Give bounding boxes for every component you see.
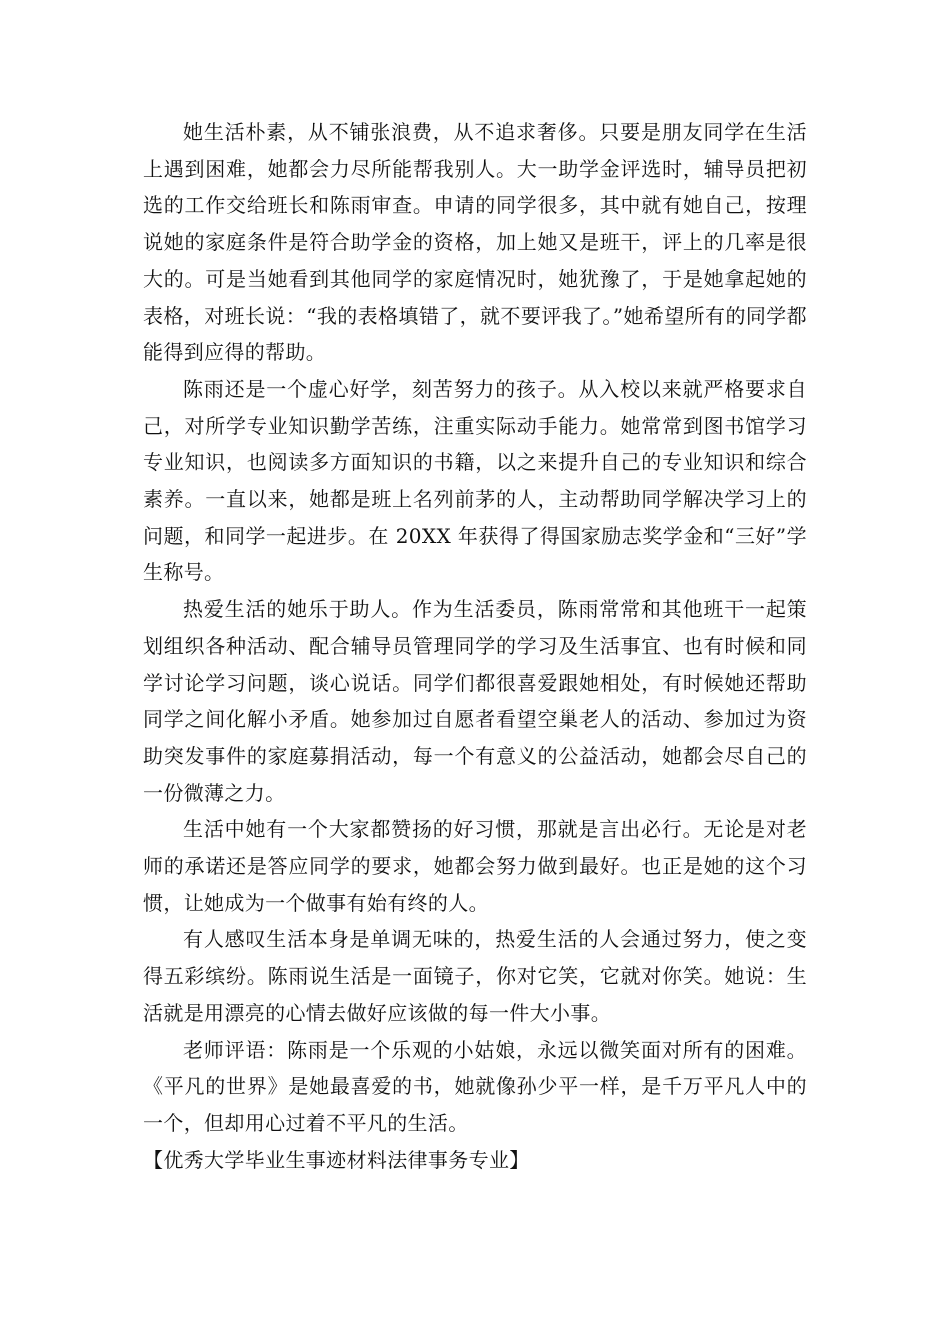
- paragraph-frugal-life: 她生活朴素，从不铺张浪费，从不追求奢侈。只要是朋友同学在生活上遇到困难，她都会力尽所能帮我别人。大一助学金评选时，辅导员把初选的工作交给班长和陈雨审查。申请的同学很多，其中就有她自己，按理说她的家庭条件是符合助学金的资格，加上她又是班干，评上的几率是很大的。可是当她看到其他同学的家庭情况时，她犹豫了，于是她拿起她的表格，对班长说：“我的表格填错了，就不要评我了。”她希望所有的同学都能得到应得的帮助。: [143, 120, 807, 365]
- paragraph-study: 陈雨还是一个虚心好学，刻苦努力的孩子。从入校以来就严格要求自己，对所学专业知识勤学苦练，注重实际动手能力。她常常到图书馆学习专业知识，也阅读多方面知识的书籍，以之来提升自己的专业知识和综合素养。一直以来，她都是班上名列前茅的人，主动帮助同学解决学习上的问题，和同学一起进步。在 20XX 年获得了得国家励志奖学金和“三好”学生称号。: [143, 376, 807, 585]
- paragraph-good-habit: 生活中她有一个大家都赞扬的好习惯，那就是言出必行。无论是对老师的承诺还是答应同学的要求，她都会努力做到最好。也正是她的这个习惯，让她成为一个做事有始有终的人。: [143, 817, 807, 915]
- paragraph-teacher-comment: 老师评语：陈雨是一个乐观的小姑娘，永远以微笑面对所有的困难。《平凡的世界》是她最喜爱的书，她就像孙少平一样，是千万平凡人中的一个，但却用心过着不平凡的生活。: [143, 1037, 807, 1135]
- paragraph-life-attitude: 有人感叹生活本身是单调无味的，热爱生活的人会通过努力，使之变得五彩缤纷。陈雨说生活是一面镜子，你对它笑，它就对你笑。她说：生活就是用漂亮的心情去做好应该做的每一件大小事。: [143, 927, 807, 1025]
- section-title: 【优秀大学毕业生事迹材料法律事务专业】: [143, 1147, 530, 1172]
- paragraph-helping-others: 热爱生活的她乐于助人。作为生活委员，陈雨常常和其他班干一起策划组织各种活动、配合辅导员管理同学的学习及生活事宜、也有时候和同学讨论学习问题，谈心说话。同学们都很喜爱跟她相处，有时候她还帮助同学之间化解小矛盾。她参加过自愿者看望空巢老人的活动、参加过为资助突发事件的家庭募捐活动，每一个有意义的公益活动，她都会尽自己的一份微薄之力。: [143, 597, 807, 805]
- document-body: [143, 114, 807, 1178]
